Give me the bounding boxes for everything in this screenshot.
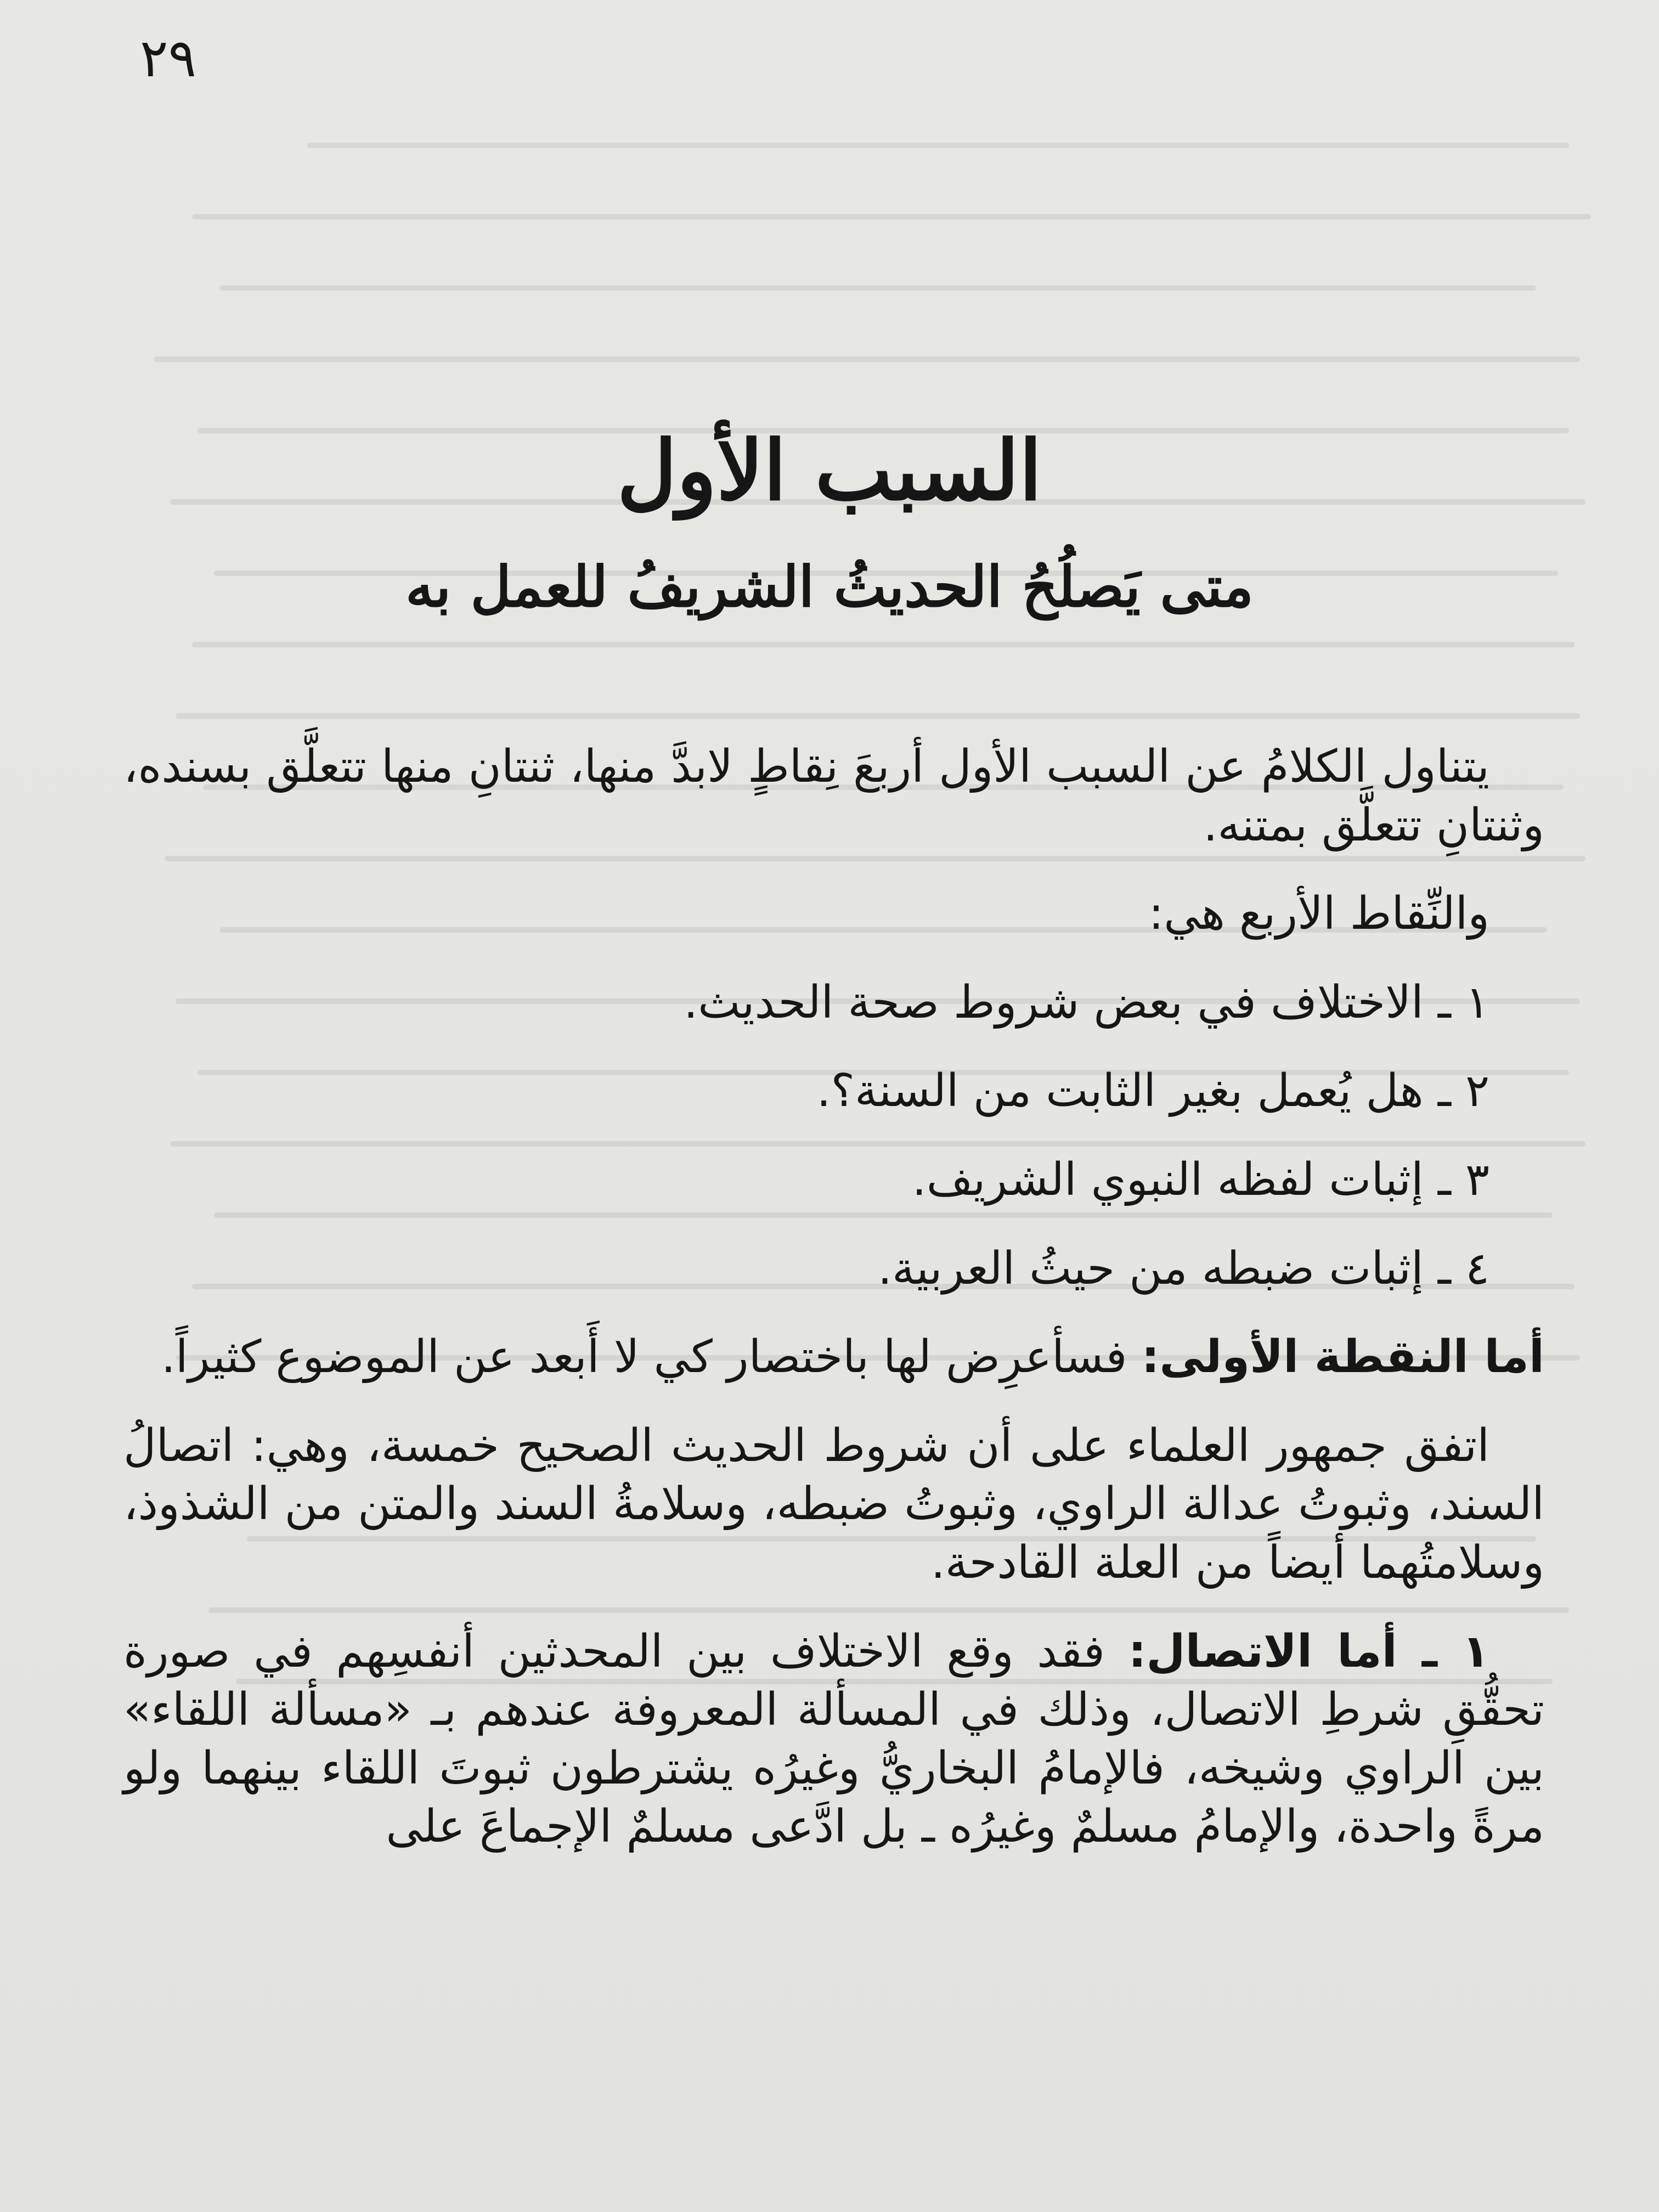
first-point-text: فسأعرِض لها باختصار كي لا أَبعد عن الموضوع كثيراً.	[161, 1331, 1127, 1384]
point-3: ٣ ـ إثبات لفظه النبوي الشريف.	[912, 1153, 1489, 1206]
chapter-title: السبب الأول	[617, 422, 1042, 519]
ittisal-paragraph	[123, 1623, 1544, 1857]
body-text	[123, 738, 1544, 1857]
first-point-lead: أما النقطة الأولى:	[1141, 1331, 1544, 1384]
intro-paragraph: يتناول الكلامُ عن السبب الأول أربعَ نِقاطٍ لابدَّ منها، ثنتانِ منها تتعلَّق بسنده، وثنتانِ تتعلَّق بمتنه.	[123, 741, 1544, 851]
point-4: ٤ ـ إثبات ضبطه من حيثُ العربية.	[877, 1242, 1489, 1295]
chapter-subtitle: متى يَصلُحُ الحديثُ الشريفُ للعمل به	[405, 554, 1254, 620]
first-point-paragraph	[123, 1328, 1544, 1387]
ittisal-lead: ١ ـ أما الاتصال:	[1128, 1625, 1489, 1678]
point-2: ٢ ـ هل يُعمل بغير الثابت من السنة؟.	[816, 1065, 1489, 1118]
ittisal-text: فقد وقع الاختلاف بين المحدثين أنفسِهم في صورة تحقُّقِ شرطِ الاتصال، وذلك في المسألة المعروفة عندهم بـ «مسألة اللقاء» بين الراوي وشيخه، فالإمامُ البخاريُّ وغيرُه يشترطون ثبوتَ اللقاء بينهما ولو مرةً واحدة، والإمامُ مسلمٌ وغيرُه ـ بل ادَّعى مسلمٌ الإجماعَ على	[123, 1625, 1544, 1853]
points-intro: والنِّقاط الأربع هي:	[1148, 888, 1489, 940]
conditions-paragraph: اتفق جمهور العلماء على أن شروط الحديث الصحيح خمسة، وهي: اتصالُ السند، وثبوتُ عدالة الراوي، وثبوتُ ضبطه، وسلامةُ السند والمتن من الشذوذ، وسلامتُهما أيضاً من العلة القادحة.	[123, 1419, 1544, 1589]
page-number: ٢٩	[140, 27, 197, 89]
point-1: ١ ـ الاختلاف في بعض شروط صحة الحديث.	[684, 976, 1489, 1029]
